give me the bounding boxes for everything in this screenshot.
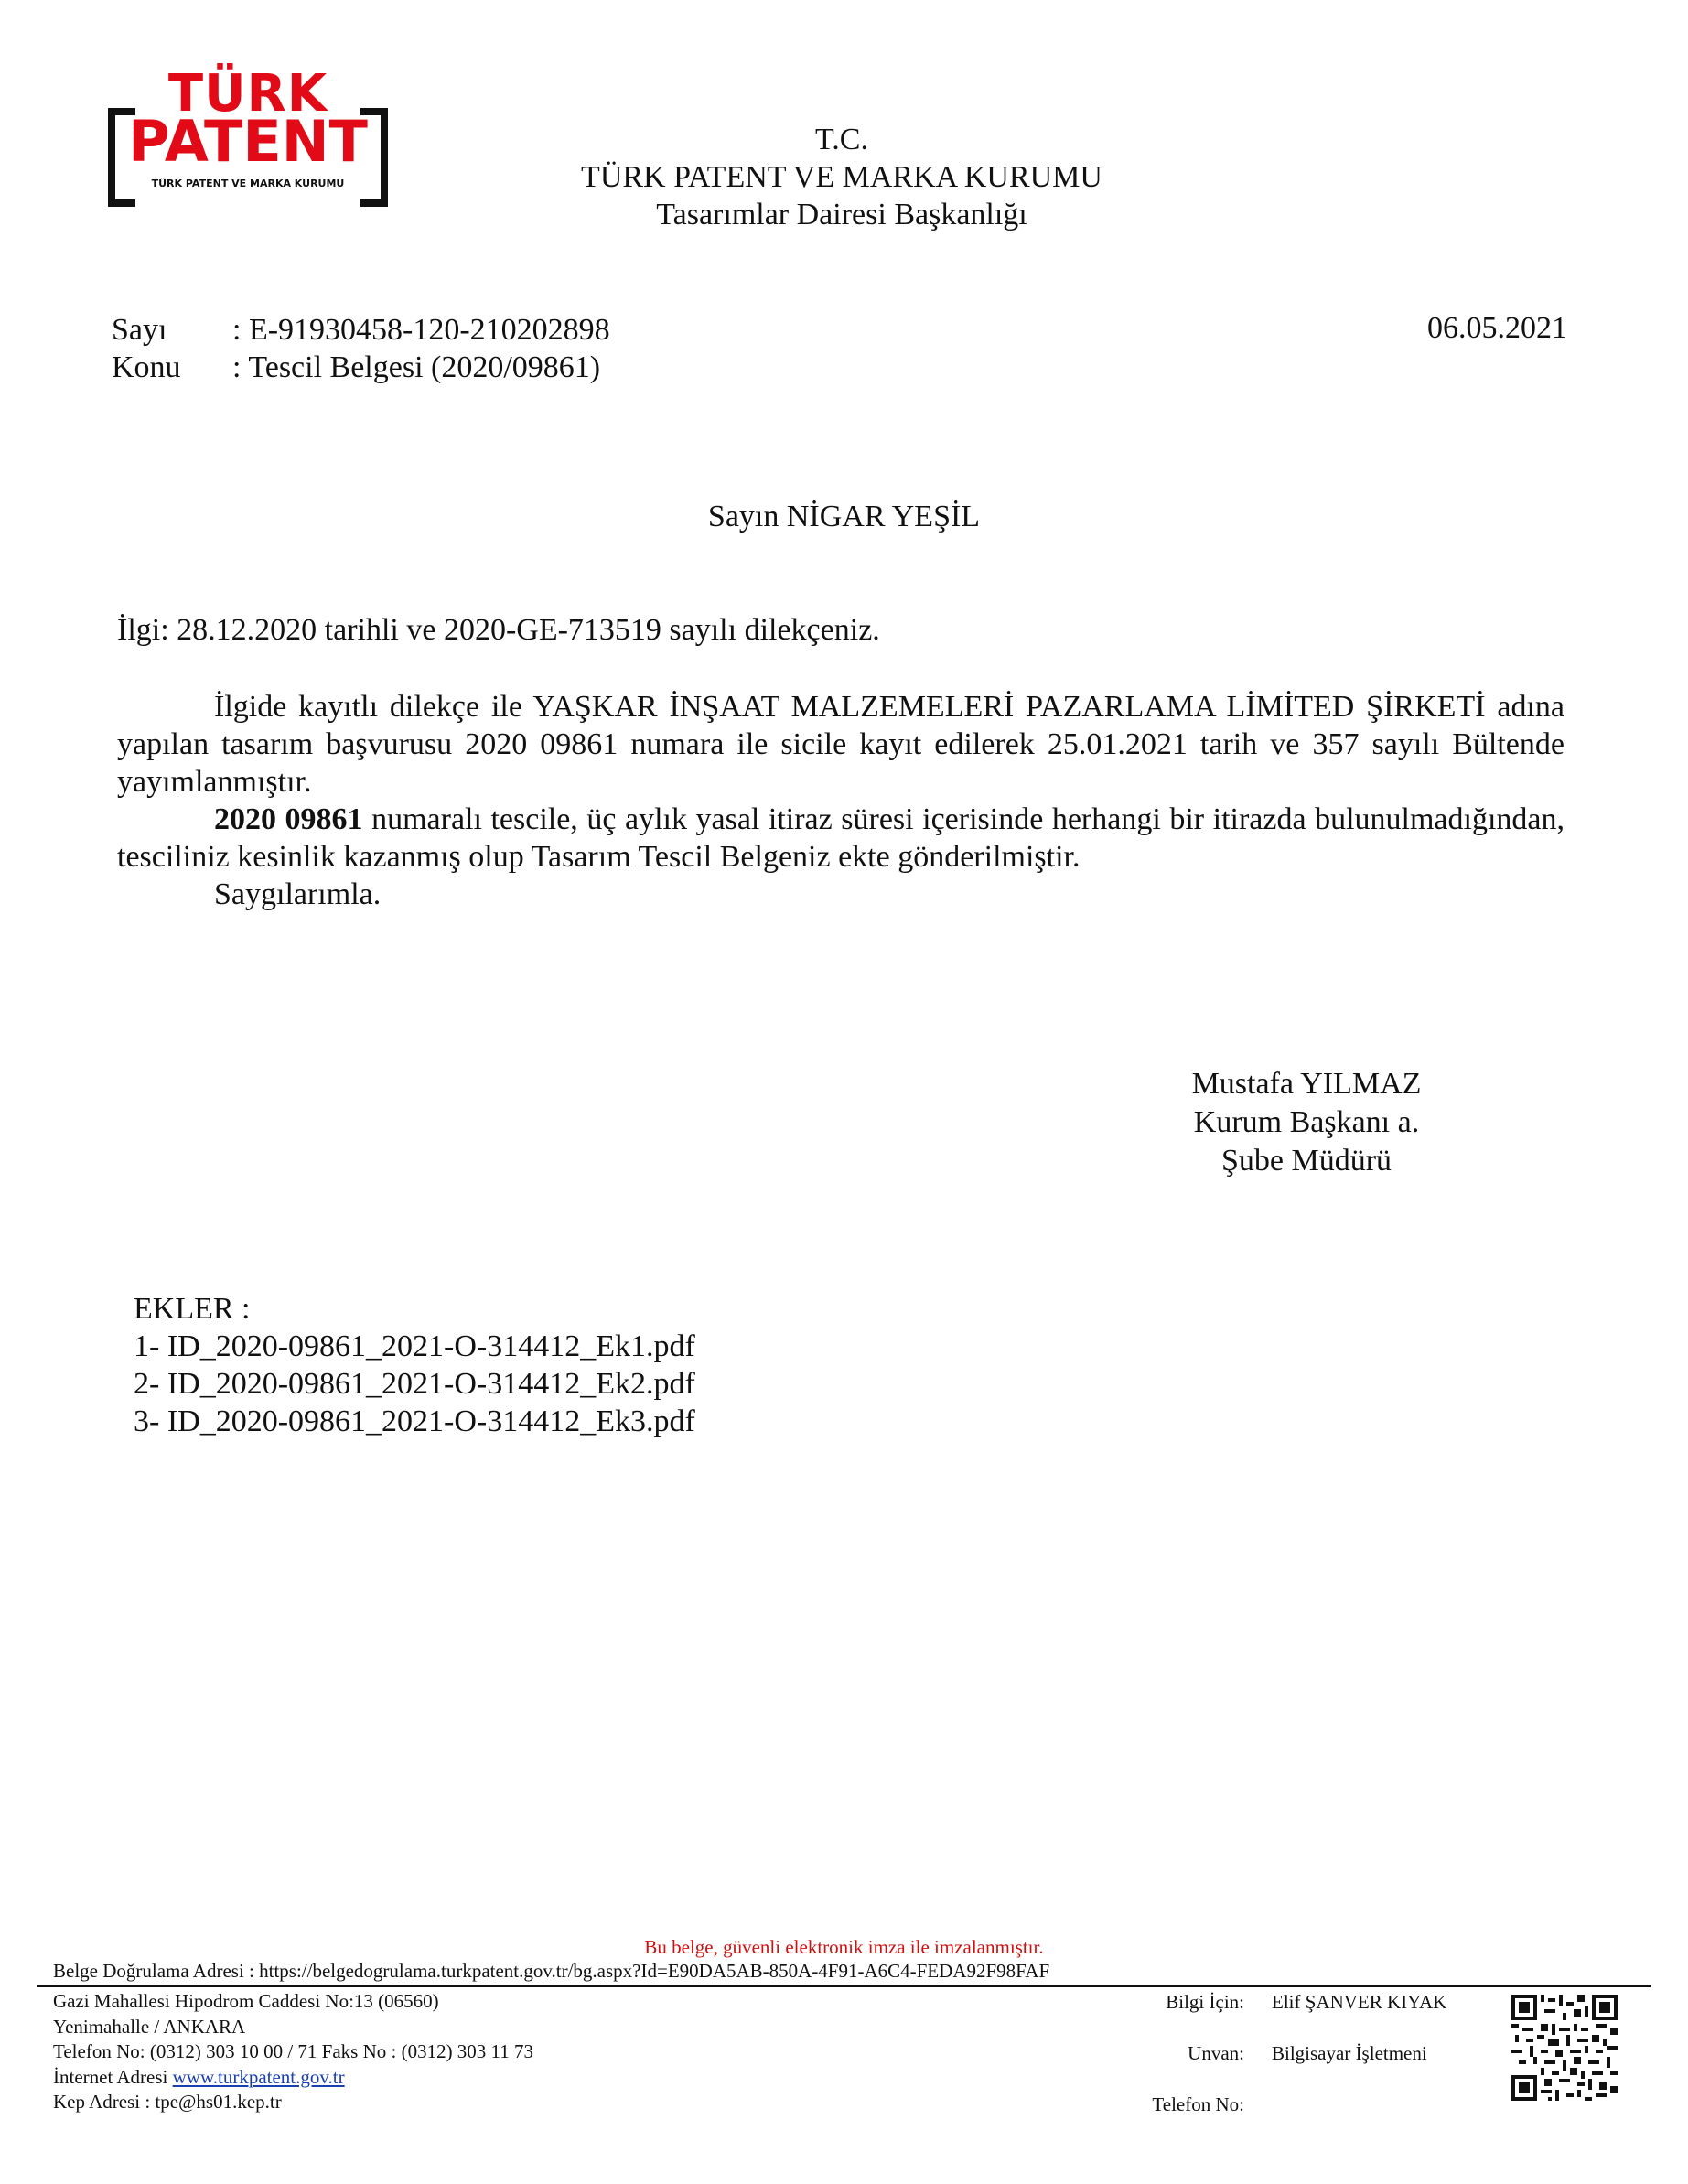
- esign-notice: Bu belge, güvenli elektronik imza ile imzalanmıştır.: [644, 1936, 1044, 1958]
- header-institution: TÜRK PATENT VE MARKA KURUMU: [581, 160, 1102, 194]
- letter-meta: [112, 311, 610, 386]
- signer-name: Mustafa YILMAZ: [1191, 1067, 1422, 1101]
- footer-divider: [37, 1985, 1651, 1987]
- attachment-item: 2- ID_2020-09861_2021-O-314412_Ek2.pdf: [134, 1367, 695, 1401]
- footer-address-2: Yenimahalle / ANKARA: [53, 2015, 246, 2038]
- salutation: Sayın NİGAR YEŞİL: [707, 500, 981, 533]
- konu-row: [112, 349, 610, 386]
- konu-value: : Tescil Belgesi (2020/09861): [232, 350, 601, 384]
- attachment-item: 3- ID_2020-09861_2021-O-314412_Ek3.pdf: [134, 1404, 695, 1438]
- bilgi-label: Bilgi İçin:: [1166, 1991, 1244, 2013]
- letter-date: 06.05.2021: [1427, 311, 1567, 345]
- telefon-label: Telefon No:: [1152, 2093, 1244, 2115]
- closing-line: Saygılarımla.: [214, 877, 382, 911]
- signature-block: [1186, 1065, 1427, 1180]
- registration-number: 2020 09861: [214, 802, 363, 836]
- logo-subtitle: TÜRK PATENT VE MARKA KURUMU: [151, 178, 345, 189]
- logo-line-patent: PATENT: [128, 108, 368, 175]
- footer-phone: Telefon No: (0312) 303 10 00 / 71 Faks No : (0312) 303 11 73: [53, 2040, 534, 2062]
- turkpatent-logo: [108, 64, 388, 196]
- qr-code-icon: [1511, 1995, 1618, 2101]
- header-tc: T.C.: [815, 123, 868, 156]
- body-paragraph-1: İlgide kayıtlı dilekçe ile YAŞKAR İNŞAAT MALZEMELERİ PAZARLAMA LİMİTED ŞİRKETİ adına yapılan tasarım başvurusu 2020 09861 numara ile sicile kayıt edilerek 25.01.2021 tarih ve 357 sayılı Bültende yayımlanmıştır.: [117, 690, 1564, 799]
- logo-line-turk: TÜRK: [167, 64, 328, 124]
- header-department: Tasarımlar Dairesi Başkanlığı: [656, 198, 1027, 231]
- footer-address-1: Gazi Mahallesi Hipodrom Caddesi No:13 (06560): [53, 1990, 439, 2012]
- sayi-row: [112, 311, 610, 349]
- unvan-value: Bilgisayar İşletmeni: [1272, 2042, 1427, 2064]
- footer-contact: [53, 1989, 533, 2115]
- sayi-label: Sayı: [112, 313, 167, 347]
- attachment-item: 1- ID_2020-09861_2021-O-314412_Ek1.pdf: [134, 1329, 695, 1363]
- konu-label: Konu: [112, 350, 181, 384]
- footer-web-label: İnternet Adresi: [53, 2065, 173, 2088]
- letter-header: [512, 121, 1171, 233]
- reference-line: İlgi: 28.12.2020 tarihli ve 2020-GE-713519 sayılı dilekçeniz.: [117, 613, 880, 647]
- unvan-label: Unvan:: [1188, 2042, 1244, 2064]
- attachments-heading: EKLER :: [134, 1292, 251, 1326]
- body-paragraph-2-text: numaralı tescile, üç aylık yasal itiraz süresi içerisinde herhangi bir itirazda bulunulmadığından, tesciliniz kesinlik kazanmış olup Tasarım Tescil Belgeniz ekte gönderilmiştir.: [117, 802, 1565, 874]
- website-link[interactable]: www.turkpatent.gov.tr: [172, 2065, 345, 2088]
- signer-title-1: Kurum Başkanı a.: [1193, 1105, 1420, 1139]
- letter-body: [117, 688, 1564, 913]
- signer-title-2: Şube Müdürü: [1220, 1144, 1392, 1178]
- bilgi-value: Elif ŞANVER KIYAK: [1272, 1991, 1447, 2013]
- body-paragraph-2: [117, 801, 1564, 876]
- sayi-value: : E-91930458-120-210202898: [232, 313, 610, 347]
- verification-address: Belge Doğrulama Adresi : https://belgedogrulama.turkpatent.gov.tr/bg.aspx?Id=E90DA5AB-850A-4F91-A6C4-FEDA92F98FAF: [53, 1960, 1050, 1982]
- footer-web: [53, 2065, 533, 2091]
- footer-kep: Kep Adresi : tpe@hs01.kep.tr: [53, 2091, 282, 2113]
- attachments: [134, 1290, 695, 1440]
